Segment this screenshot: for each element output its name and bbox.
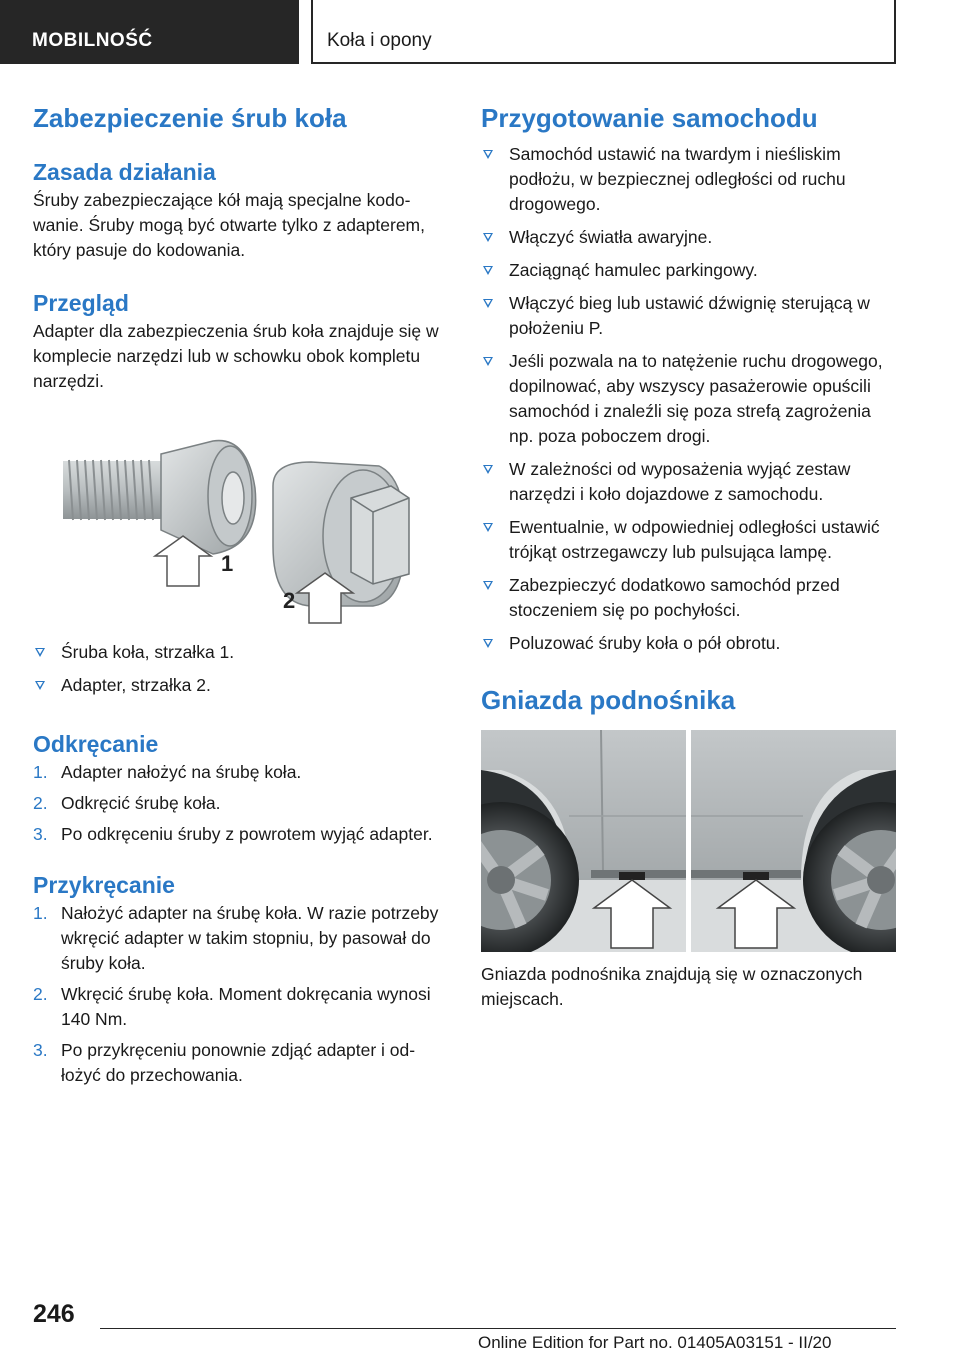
bullet-triangle-icon xyxy=(483,357,493,366)
bullet-triangle-icon xyxy=(483,266,493,275)
edition-note: Online Edition for Part no. 01405A03151 - II/20 xyxy=(478,1333,832,1352)
vehicle-prep-title: Przygotowanie samochodu xyxy=(481,103,818,133)
left-column xyxy=(33,100,448,1088)
bolt-thread xyxy=(63,460,163,520)
list-item: Zaciągnąć hamulec parkingowy. xyxy=(481,258,896,283)
list-item: 1. Adapter nałożyć na śrubę koła. xyxy=(33,762,302,782)
screwing-heading: Przykręcanie xyxy=(33,872,175,898)
bullet-triangle-icon xyxy=(483,639,493,648)
wheel-lock-title: Zabezpieczenie śrub koła xyxy=(33,103,347,133)
bullet-triangle-icon xyxy=(483,233,493,242)
list-item: Ewentualnie, w odpowiedniej odległości ustawić trójkąt ostrzegawczy lub pulsująca lampę. xyxy=(481,515,896,565)
jack-points-caption: Gniazda podnośnika znajdują się w oznaczonych miejscach. xyxy=(481,964,863,1009)
footer-divider xyxy=(100,1328,896,1329)
list-item: Włączyć światła awaryjne. xyxy=(481,225,896,250)
right-column xyxy=(481,100,896,1012)
page-number: 246 xyxy=(33,1300,75,1328)
list-item: 3. Po odkręceniu śruby z powrotem wyjąć adapter. xyxy=(33,824,433,844)
bullet-triangle-icon xyxy=(483,299,493,308)
jack-panel-rear xyxy=(691,730,896,952)
bullet-triangle-icon xyxy=(35,648,45,657)
list-item: Zabezpieczyć dodatkowo samochód przed stoczeniem się po pochyłości. xyxy=(481,573,896,623)
bullet-triangle-icon xyxy=(35,681,45,690)
jack-points-title: Gniazda podnośnika xyxy=(481,685,736,715)
bullet-triangle-icon xyxy=(483,581,493,590)
arrow-1-label: 1 xyxy=(221,551,234,576)
screwing-steps xyxy=(33,901,448,1088)
list-item: 2. Odkręcić śrubę koła. xyxy=(33,793,221,813)
wheel-bolt-illustration xyxy=(33,436,448,626)
overview-bullet-list xyxy=(33,640,448,698)
list-item: Poluzować śruby koła o pół obrotu. xyxy=(481,631,896,656)
prep-bullet-list xyxy=(481,142,896,656)
list-item: Jeśli pozwala na to natężenie ruchu drogowego, dopilnować, aby wszyscy pasażerowie opuścili samochód i znaleźli się poza strefą zagrożenia np. poza poboczem drogi. xyxy=(481,349,896,449)
list-item: W zależności od wyposażenia wyjąć zestaw narzędzi i koło dojazdowe z samochodu. xyxy=(481,457,896,507)
list-item: Śruba koła, strzałka 1. xyxy=(33,640,448,665)
chapter-title: Koła i opony xyxy=(327,30,432,51)
arrow-2-label: 2 xyxy=(283,588,296,613)
bullet-triangle-icon xyxy=(483,523,493,532)
principle-heading: Zasada działania xyxy=(33,159,216,185)
list-item: Samochód ustawić na twardym i nieśliskim podłożu, w bezpiecznej odległości od ruchu drogowego. xyxy=(481,142,896,217)
bullet-triangle-icon xyxy=(483,150,493,159)
jack-points-illustration xyxy=(481,730,896,952)
unscrewing-heading: Odkręcanie xyxy=(33,731,159,757)
list-item: 3. Po przykręceniu ponownie zdjąć adapter i odłożyć do przechowania. xyxy=(33,1040,416,1085)
bolt-key-recess xyxy=(222,472,244,524)
principle-text: Śruby zabezpieczające kół mają specjalne kodowanie. Śruby mogą być otwarte tylko z adapterem, który pasuje do kodowania. xyxy=(33,190,425,260)
list-item: 2. Wkręcić śrubę koła. Moment dokręcania wynosi 140 Nm. xyxy=(33,984,431,1029)
overview-text: Adapter dla zabezpieczenia śrub koła znajduje się w komplecie narzędzi lub w schowku obok kompletu narzędzi. xyxy=(33,321,439,391)
section-tab xyxy=(0,0,299,64)
list-item: 1. Nałożyć adapter na śrubę koła. W razie potrzeby wkręcić adapter w takim stopniu, by pasował do śruby koła. xyxy=(33,903,439,973)
jack-panel-front xyxy=(481,730,686,952)
unscrewing-steps xyxy=(33,760,448,847)
chapter-tab xyxy=(311,0,896,64)
bullet-triangle-icon xyxy=(483,465,493,474)
list-item: Adapter, strzałka 2. xyxy=(33,673,448,698)
list-item: Włączyć bieg lub ustawić dźwignię sterującą w położeniu P. xyxy=(481,291,896,341)
section-title: MOBILNOŚĆ xyxy=(32,30,153,51)
overview-heading: Przegląd xyxy=(33,290,129,316)
